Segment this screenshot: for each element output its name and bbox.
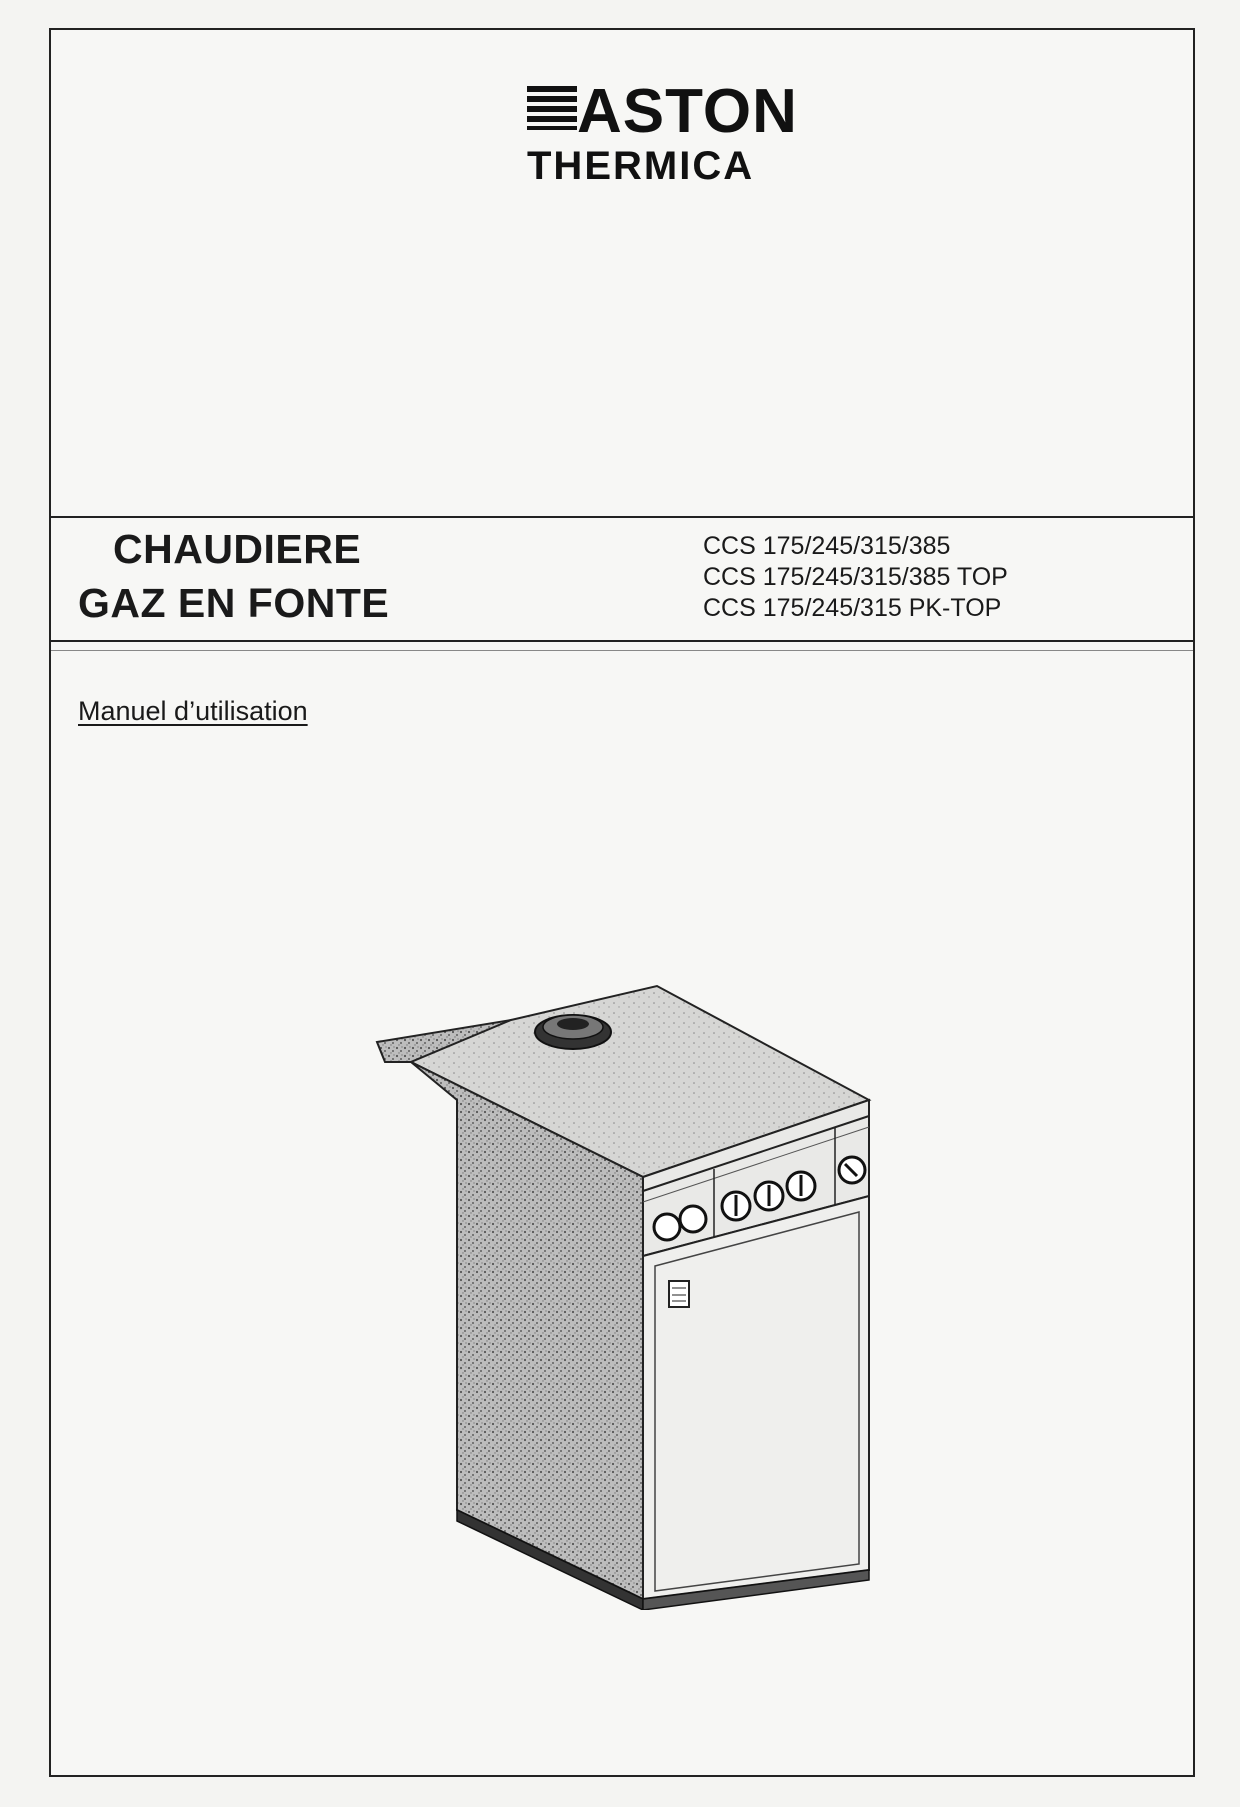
document-subtitle: Manuel d’utilisation xyxy=(78,696,308,726)
model-line-1: CCS 175/245/315/385 xyxy=(703,532,951,560)
logo-line1: ASTON xyxy=(577,82,798,146)
page-frame xyxy=(49,28,1195,1777)
gas-boiler-icon xyxy=(371,950,891,1610)
model-line-2: CCS 175/245/315/385 TOP xyxy=(703,563,1008,591)
model-line-3: CCS 175/245/315 PK-TOP xyxy=(703,594,1002,622)
product-title-line1: CHAUDIERE xyxy=(113,526,362,572)
title-band-bottom-rule xyxy=(51,640,1193,642)
title-band-top-rule xyxy=(51,516,1193,518)
title-band-secondary-rule xyxy=(51,650,1193,651)
product-title-line2: GAZ EN FONTE xyxy=(78,580,390,626)
logo-line2: THERMICA xyxy=(527,144,755,186)
aston-thermica-logo xyxy=(525,82,845,186)
